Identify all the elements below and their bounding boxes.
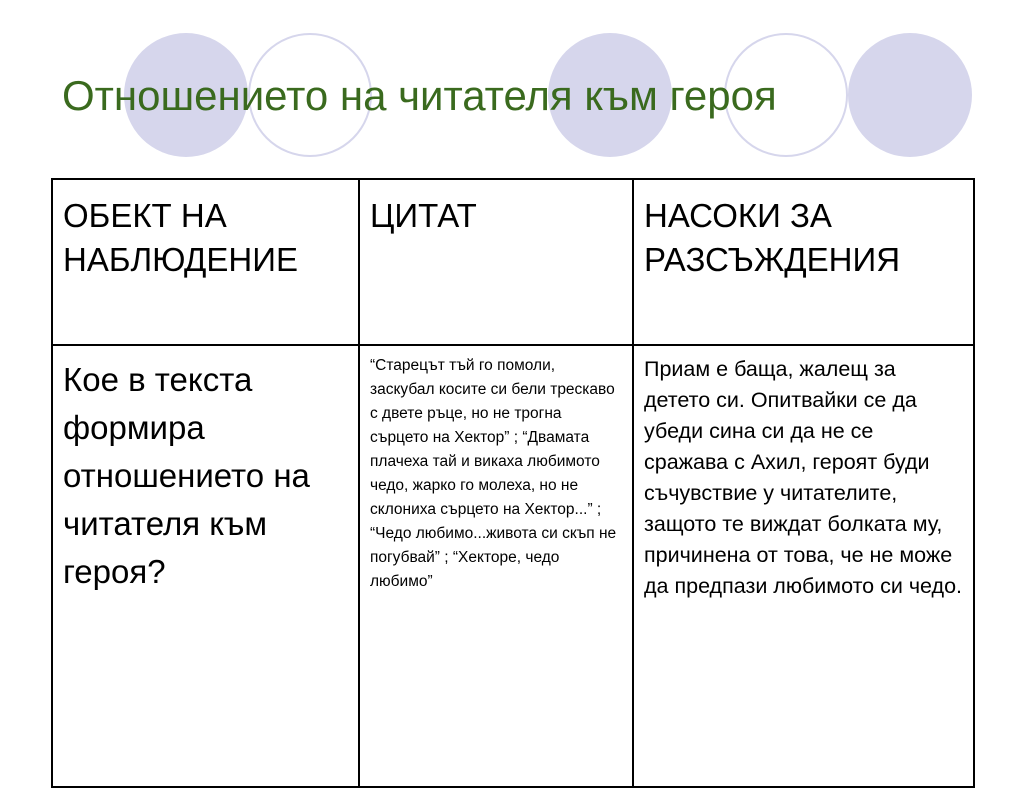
slide-title: Отношението на читателя към героя	[62, 72, 777, 119]
table-header-row	[52, 179, 974, 345]
header-reasoning-guide: НАСОКИ ЗА РАЗСЪЖДЕНИЯ	[633, 179, 974, 345]
header-observation-object: ОБЕКТ НА НАБЛЮДЕНИЕ	[52, 179, 359, 345]
header-quote: ЦИТАТ	[359, 179, 633, 345]
cell-quote-text: “Старецът тъй го помоли, заскубал косите си бели трескаво с двете ръце, но не трогна сърцето на Хектор” ; “Двамата плачеха тай и викаха любимото чедо, жарко го молеха, но не склониха сърцето на Хектор...” ; “Чедо любимо...живота си скъп не погубвай” ; “Хекторе, чедо любимо”	[359, 345, 633, 787]
cell-reasoning-text: Приам е баща, жалещ за детето си. Опитвайки се да убеди сина си да не се сражава с Ахил, героят буди съчувствие у читателите, защото те виждат болката му, причинена от това, че не може да предпази любимото си чедо.	[633, 345, 974, 787]
decor-circle-5	[848, 33, 972, 157]
table-row	[52, 345, 974, 787]
cell-observation-question: Кое в текста формира отношението на читателя към героя?	[52, 345, 359, 787]
analysis-table	[51, 178, 975, 788]
